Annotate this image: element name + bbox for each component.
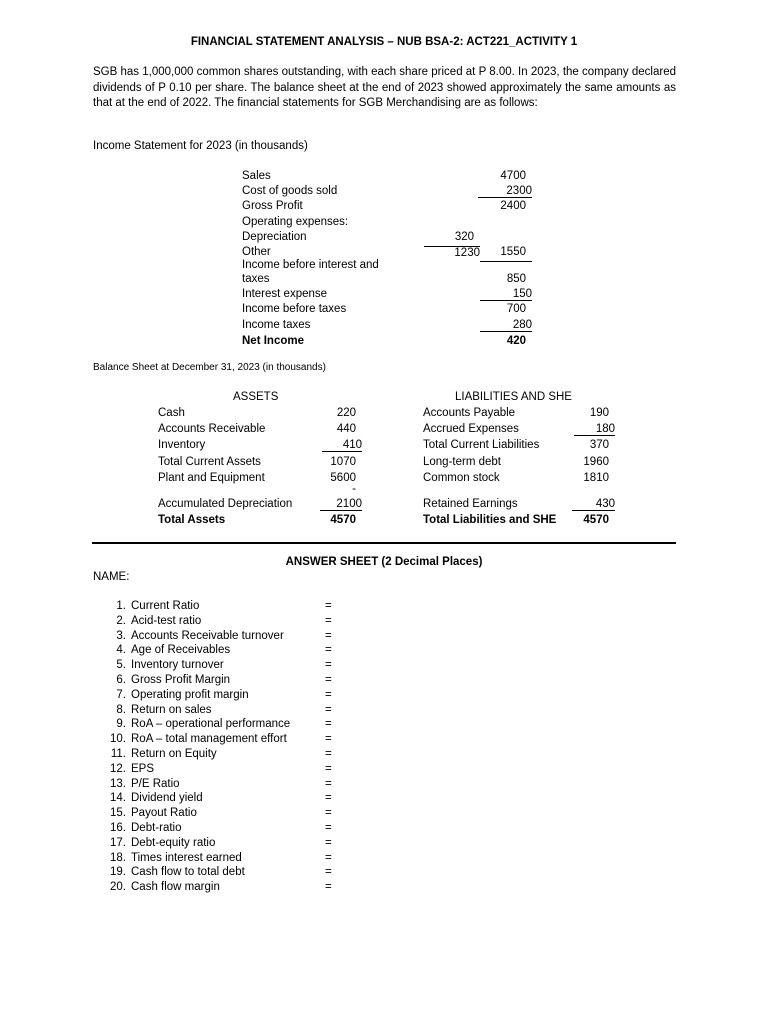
- answer-item-equals: =: [325, 659, 332, 672]
- answer-item-equals: =: [325, 733, 332, 746]
- answer-item-label: RoA – operational performance: [131, 718, 291, 731]
- answer-item-number: 4.: [116, 644, 126, 657]
- name-label: NAME:: [93, 571, 130, 583]
- answer-item-equals: =: [325, 851, 332, 864]
- is-ebt-label: Income before taxes: [242, 303, 347, 315]
- answer-item-equals: =: [325, 881, 332, 894]
- bs-tlshe-value: 4570: [583, 514, 609, 526]
- is-tax-number: 280: [512, 319, 532, 331]
- answer-item-label: Times interest earned: [131, 851, 242, 864]
- answer-item-label: Cash flow to total debt: [131, 866, 245, 879]
- bs-ltd-label: Long-term debt: [423, 456, 501, 468]
- answer-item-number: 11.: [110, 748, 126, 760]
- bs-re-value: [572, 498, 615, 511]
- bs-ta-label: Total Assets: [158, 514, 226, 526]
- answer-item-label: EPS: [131, 762, 155, 775]
- answer-item-number: 12.: [110, 762, 126, 775]
- answer-item-label: RoA – total management effort: [131, 733, 287, 746]
- answer-item-number: 3.: [116, 629, 126, 642]
- answer-item-number: 17.: [110, 836, 126, 849]
- income-statement-heading: Income Statement for 2023 (in thousands): [93, 140, 308, 152]
- answer-item-number: 1.: [116, 600, 126, 612]
- is-net-value: 420: [506, 335, 526, 347]
- is-other-number: 1230: [454, 247, 480, 259]
- bs-accdep-label: Accumulated Depreciation: [158, 498, 293, 510]
- bs-cash-label: Cash: [158, 407, 185, 419]
- is-other-value: [424, 246, 480, 259]
- answer-item-label: Debt-equity ratio: [131, 836, 216, 849]
- bs-accr-number: 180: [595, 423, 615, 435]
- bs-ltd-value: 1960: [583, 456, 609, 468]
- answer-item-number: 9.: [116, 718, 126, 731]
- answer-item-number: 7.: [116, 688, 126, 701]
- is-cogs-label: Cost of goods sold: [242, 185, 338, 197]
- answer-item-equals: =: [325, 614, 332, 627]
- is-other-label: Other: [242, 246, 271, 258]
- is-net-label: Net Income: [242, 335, 304, 347]
- bs-inv-label: Inventory: [158, 439, 206, 451]
- answer-item-equals: =: [325, 822, 332, 834]
- bs-ar-value: 440: [336, 423, 356, 435]
- answer-item-equals: =: [325, 748, 332, 760]
- bs-ppe-label: Plant and Equipment: [158, 472, 265, 484]
- is-interest-value: [480, 288, 532, 301]
- bs-ar-label: Accounts Receivable: [158, 423, 266, 435]
- answer-item-label: Accounts Receivable turnover: [131, 629, 284, 642]
- bs-ap-value: 190: [589, 407, 609, 419]
- answer-item-number: 10.: [110, 733, 126, 746]
- bs-cash-value: 220: [336, 407, 356, 419]
- answer-item-equals: =: [325, 718, 332, 731]
- intro-paragraph: SGB has 1,000,000 common shares outstanding, with each share priced at P 8.00. In 2023, the company declared dividends of P 0.10 per share. The balance sheet at the end of 2023 showed approximately the same amounts as that at the end of 2022. The financial statements for SGB Merchandising are as follows:: [93, 66, 676, 109]
- answer-item-label: Operating profit margin: [131, 688, 249, 701]
- bs-accdep-value: [320, 498, 362, 511]
- is-dep-label: Depreciation: [242, 231, 307, 243]
- is-gross-label: Gross Profit: [242, 200, 303, 212]
- answer-item-label: Payout Ratio: [131, 807, 197, 820]
- document-title: FINANCIAL STATEMENT ANALYSIS – NUB BSA-2: ACT221_ACTIVITY 1: [190, 36, 578, 48]
- bs-inv-value: [322, 439, 362, 452]
- is-sales-label: Sales: [242, 170, 271, 182]
- bs-re-number: 430: [595, 498, 615, 510]
- is-interest-label: Interest expense: [242, 288, 328, 300]
- answer-item-number: 18.: [110, 851, 126, 864]
- is-tax-value: [480, 319, 532, 332]
- answer-item-equals: =: [325, 836, 332, 849]
- answer-item-equals: =: [325, 762, 332, 775]
- answer-item-label: Acid-test ratio: [131, 614, 202, 627]
- answer-item-number: 14.: [110, 792, 126, 805]
- answer-item-label: Gross Profit Margin: [131, 674, 231, 686]
- answer-item-equals: =: [325, 777, 332, 790]
- is-gross-value: 2400: [500, 200, 526, 212]
- answer-item-number: 13.: [110, 777, 126, 790]
- bs-tcl-label: Total Current Liabilities: [423, 439, 540, 451]
- answer-item-label: Dividend yield: [131, 792, 203, 805]
- answer-item-equals: =: [325, 807, 332, 820]
- bs-ppe-value: 5600: [330, 472, 356, 484]
- answer-item-label: Return on sales: [131, 703, 212, 716]
- answer-item-equals: =: [325, 703, 332, 716]
- bs-assets-heading: ASSETS: [233, 391, 279, 403]
- answer-item-number: 6.: [116, 674, 126, 686]
- bs-tca-value: 1070: [330, 456, 356, 468]
- answer-item-label: Return on Equity: [131, 748, 217, 760]
- section-divider: [92, 542, 676, 544]
- bs-accr-label: Accrued Expenses: [423, 423, 519, 435]
- is-tax-label: Income taxes: [242, 319, 311, 331]
- bs-accr-value: [574, 423, 615, 436]
- is-interest-number: 150: [512, 288, 532, 300]
- is-ebit-label-2: taxes: [242, 273, 270, 285]
- is-cogs-number: 2300: [506, 185, 532, 197]
- balance-sheet-heading: Balance Sheet at December 31, 2023 (in thousands): [93, 362, 326, 373]
- answer-item-equals: =: [325, 792, 332, 805]
- answer-item-equals: =: [325, 629, 332, 642]
- is-opex-underline: [480, 261, 532, 262]
- bs-ap-label: Accounts Payable: [423, 407, 516, 419]
- answer-item-number: 8.: [116, 703, 126, 716]
- bs-dash: -: [352, 483, 356, 495]
- answer-item-equals: =: [325, 600, 332, 612]
- answer-item-label: P/E Ratio: [131, 777, 180, 790]
- bs-tca-label: Total Current Assets: [158, 456, 261, 468]
- answer-item-label: Cash flow margin: [131, 881, 220, 894]
- bs-cs-value: 1810: [583, 472, 609, 484]
- answer-item-number: 15.: [110, 807, 126, 820]
- is-opex-label: Operating expenses:: [242, 216, 349, 228]
- answer-item-equals: =: [325, 688, 332, 701]
- bs-re-label: Retained Earnings: [423, 498, 518, 510]
- is-dep-value: 320: [454, 231, 474, 243]
- answer-item-equals: =: [325, 866, 332, 879]
- answer-item-number: 5.: [116, 659, 126, 672]
- answer-item-equals: =: [325, 644, 332, 657]
- is-ebit-label-1: Income before interest and: [242, 259, 379, 271]
- is-sales-value: 4700: [500, 170, 526, 182]
- answer-item-equals: =: [325, 674, 332, 686]
- bs-cs-label: Common stock: [423, 472, 500, 484]
- answer-item-number: 16.: [110, 822, 126, 834]
- is-ebit-value: 850: [506, 273, 526, 285]
- is-ebt-value: 700: [506, 303, 526, 315]
- answer-item-number: 2.: [116, 614, 126, 627]
- answer-sheet-heading: ANSWER SHEET (2 Decimal Places): [285, 556, 483, 568]
- bs-tcl-value: 370: [589, 439, 609, 451]
- answer-item-number: 19.: [110, 866, 126, 879]
- is-cogs-value: [478, 185, 532, 198]
- answer-item-label: Age of Receivables: [131, 644, 231, 657]
- answer-item-label: Current Ratio: [131, 600, 200, 612]
- bs-accdep-number: 2100: [336, 498, 362, 510]
- bs-tlshe-label: Total Liabilities and SHE: [423, 514, 557, 526]
- bs-inv-number: 410: [342, 439, 362, 451]
- is-opex-total: 1550: [500, 246, 526, 258]
- answer-item-number: 20.: [110, 881, 126, 894]
- bs-ta-value: 4570: [330, 514, 356, 526]
- answer-item-label: Debt-ratio: [131, 822, 182, 834]
- answer-item-label: Inventory turnover: [131, 659, 224, 672]
- bs-liabilities-heading: LIABILITIES AND SHE: [455, 391, 572, 403]
